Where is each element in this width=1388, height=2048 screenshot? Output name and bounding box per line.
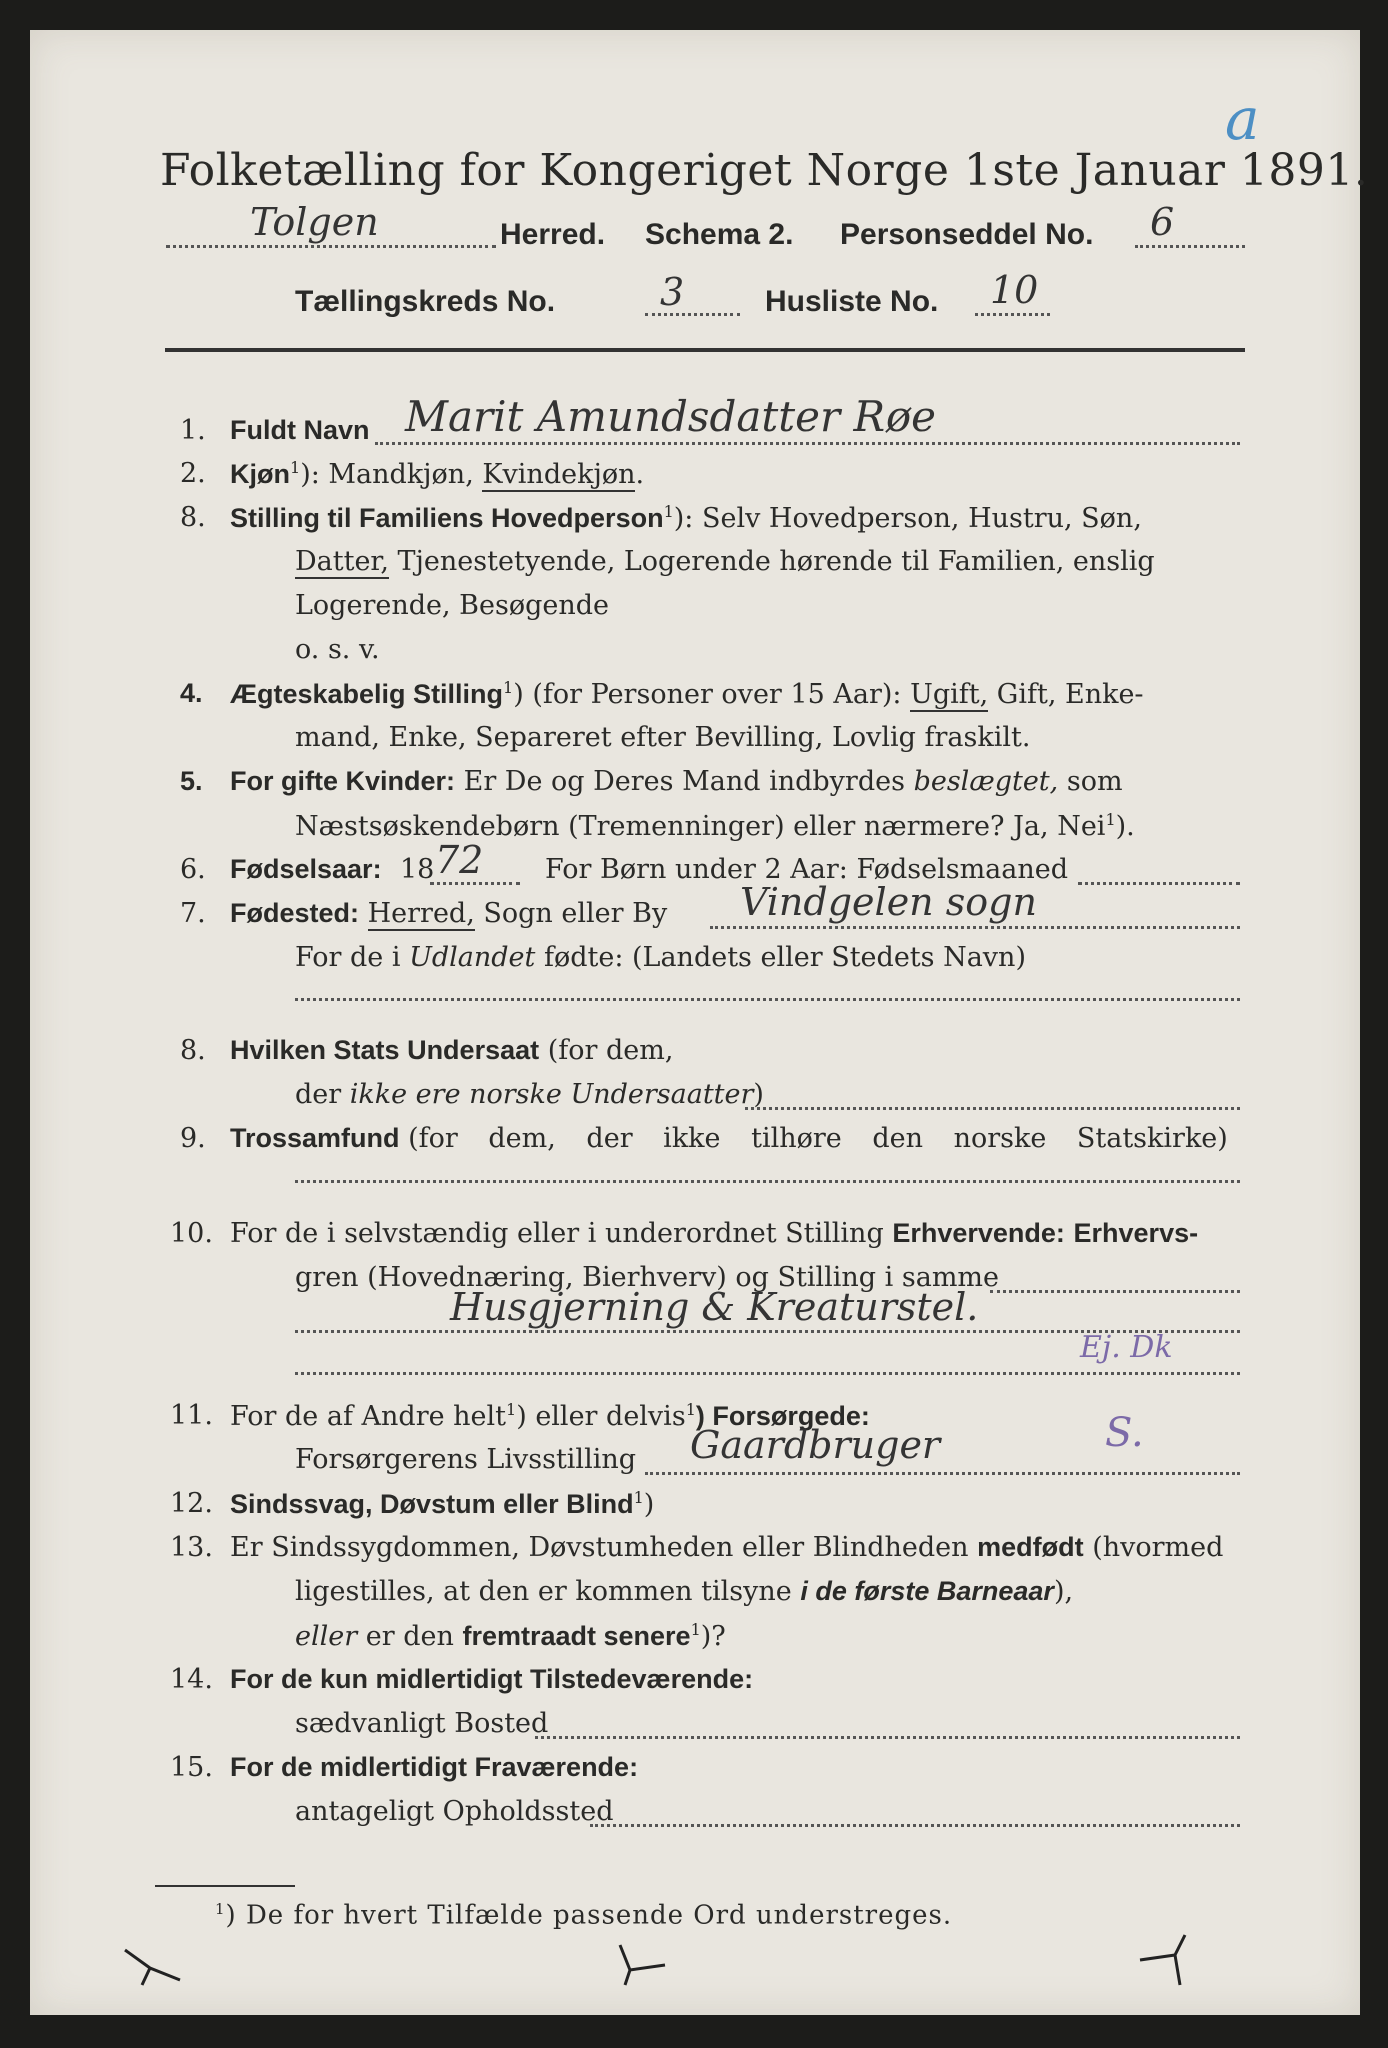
q7-line2-a: For de i bbox=[295, 942, 401, 973]
q10-dotted-line-2 bbox=[295, 1372, 1240, 1375]
personseddel-dotted-line bbox=[1135, 245, 1245, 248]
q12-line1: Sindssvag, Døvstum eller Blind$^1$) bbox=[230, 1488, 655, 1520]
q5-line1-rest: Er De og Deres Mand indbyrdes bbox=[463, 766, 905, 797]
q10-line1-c: Erhvervs- bbox=[1073, 1218, 1199, 1248]
q1-number: 1. bbox=[180, 415, 206, 446]
q3-number: 8. bbox=[180, 502, 206, 533]
q10-line1-b: Erhvervende: bbox=[892, 1218, 1065, 1248]
q11-number: 11. bbox=[170, 1400, 213, 1431]
q5-number: 5. bbox=[180, 766, 203, 796]
q13-number: 13. bbox=[170, 1532, 213, 1563]
q10-line2-dotted bbox=[990, 1290, 1240, 1293]
q4-line1: Ægteskabelig Stilling$^1$) (for Personer over 15 Aar): Ugift, Gift, Enke- bbox=[230, 678, 1144, 710]
husliste-dotted-line bbox=[975, 313, 1050, 316]
herred-dotted-line bbox=[166, 245, 496, 248]
taellingskreds-label: Tællingskreds No. bbox=[295, 285, 556, 318]
q11-line1-c: ) Forsørgede: bbox=[695, 1401, 870, 1431]
q13-line1-c: (hvormed bbox=[1092, 1532, 1224, 1563]
q3-line1-rest: ): Selv Hovedperson, Hustru, Søn, bbox=[673, 503, 1142, 534]
footnote-sup: 1 bbox=[215, 1900, 226, 1918]
q6-year-value: 72 bbox=[435, 838, 484, 882]
q7-line2-b: fødte: (Landets eller Stedets Navn) bbox=[543, 942, 1026, 973]
q13-line1-b: medfødt bbox=[977, 1532, 1084, 1562]
q2-rest: ): Mandkjøn, bbox=[300, 459, 474, 490]
q11-line1-b: ) eller delvis bbox=[516, 1401, 686, 1432]
q8-line2-b: ) bbox=[753, 1079, 764, 1110]
q9-rest: (for dem, der ikke tilhøre den norske Statskirke) bbox=[408, 1123, 1228, 1154]
q9-number: 9. bbox=[180, 1123, 206, 1154]
q13-line2-b: ), bbox=[1053, 1576, 1074, 1607]
husliste-value: 10 bbox=[990, 268, 1039, 312]
q2-label: Kjøn bbox=[230, 459, 290, 489]
herred-label: Herred. bbox=[500, 218, 606, 251]
q4-option-ugift: Ugift, bbox=[910, 679, 989, 710]
q3-line1: Stilling til Familiens Hovedperson$^1$): Selv Hovedperson, Hustru, Søn, bbox=[230, 502, 1142, 534]
schema-label: Schema 2. bbox=[645, 218, 794, 251]
q15-line2: antageligt Opholdssted bbox=[295, 1796, 614, 1827]
q3-line3: Logerende, Besøgende bbox=[295, 590, 609, 621]
q3-line2-rest: Tjenestetyende, Logerende hørende til Familien, enslig bbox=[397, 546, 1155, 577]
q8-line2-a: der bbox=[295, 1079, 342, 1110]
q9-label: Trossamfund bbox=[230, 1123, 400, 1153]
q10-line1-a: For de i selvstændig eller i underordnet Stilling bbox=[230, 1218, 884, 1249]
q3-line2 bbox=[295, 546, 1155, 577]
q14-line2: sædvanligt Bosted bbox=[295, 1708, 549, 1739]
q10-number: 10. bbox=[170, 1218, 213, 1249]
q13-line3-ital: eller bbox=[295, 1621, 358, 1652]
personseddel-label: Personseddel No. bbox=[840, 218, 1094, 251]
q3-option-datter: Datter, bbox=[295, 546, 389, 577]
footnote bbox=[215, 1900, 952, 1931]
q8-label: Hvilken Stats Undersaat bbox=[230, 1035, 540, 1065]
q3-line4: o. s. v. bbox=[295, 634, 380, 665]
q14-number: 14. bbox=[170, 1664, 213, 1695]
q5-line2-options: Ja, Nei bbox=[1013, 811, 1106, 842]
q13-line3: eller er den fremtraadt senere$^1$)? bbox=[295, 1620, 726, 1652]
q4-number: 4. bbox=[180, 678, 203, 708]
q8-dotted-line bbox=[745, 1107, 1240, 1110]
q9-line1 bbox=[230, 1123, 1228, 1154]
q1-label: Fuldt Navn bbox=[230, 415, 370, 445]
q1-name-value: Marit Amundsdatter Røe bbox=[405, 392, 936, 441]
q4-line2: mand, Enke, Separeret efter Bevilling, Lovlig fraskilt. bbox=[295, 722, 1031, 753]
q12-number: 12. bbox=[170, 1488, 213, 1519]
q12-label: Sindssvag, Døvstum eller Blind bbox=[230, 1489, 634, 1519]
q6-month-dotted-line bbox=[1078, 882, 1240, 885]
q15-label: For de midlertidigt Fraværende: bbox=[230, 1752, 639, 1782]
census-form bbox=[30, 30, 1369, 2015]
q2-end: . bbox=[635, 459, 645, 490]
q9-dotted-line bbox=[295, 1180, 1240, 1183]
header-divider bbox=[165, 348, 1245, 352]
q6-prefix: 18 bbox=[400, 854, 435, 885]
q13-line1 bbox=[230, 1532, 1223, 1563]
q10-margin-mark: Ej. Dk bbox=[1080, 1330, 1173, 1365]
q6-dotted-line bbox=[430, 882, 520, 885]
q5-line1-end: som bbox=[1066, 766, 1123, 797]
q14-label: For de kun midlertidigt Tilstedeværende: bbox=[230, 1664, 754, 1694]
q13-line3-b: fremtraadt senere bbox=[462, 1621, 691, 1651]
q4-label: Ægteskabelig Stilling bbox=[230, 679, 504, 709]
q12-end: ) bbox=[643, 1489, 655, 1520]
q4-line1-rest: ) (for Personer over 15 Aar): bbox=[513, 679, 902, 710]
q11-line1: For de af Andre helt$^1$) eller delvis$^1$) Forsørgede: bbox=[230, 1400, 870, 1432]
q10-line2: gren (Hovednæring, Bierhverv) og Stilling i samme bbox=[295, 1262, 1000, 1293]
husliste-label: Husliste No. bbox=[765, 285, 939, 318]
q3-label: Stilling til Familiens Hovedperson bbox=[230, 503, 664, 533]
q8-line2 bbox=[295, 1079, 764, 1110]
q7-line1 bbox=[230, 898, 667, 929]
q13-line3-c: )? bbox=[700, 1621, 726, 1652]
q7-line2-ital: Udlandet bbox=[409, 942, 536, 973]
q7-foreign-dotted-line bbox=[295, 998, 1240, 1001]
q13-line2 bbox=[295, 1576, 1073, 1607]
q5-line2-text: Næstsøskendebørn (Tremenninger) eller nærmere? bbox=[295, 811, 1005, 842]
q7-dotted-line bbox=[710, 926, 1240, 929]
q11-dotted-line bbox=[645, 1472, 1240, 1475]
q6-label: Fødselsaar: bbox=[230, 854, 382, 884]
q8-line2-ital: ikke ere norske Undersaatter bbox=[349, 1079, 754, 1110]
pin-mark-center bbox=[610, 1940, 680, 1990]
q13-line2-ital: i de første Barneaar bbox=[800, 1576, 1054, 1606]
q6-rest: For Børn under 2 Aar: Fødselsmaaned bbox=[545, 854, 1069, 885]
taellingskreds-value: 3 bbox=[660, 270, 685, 314]
q5-line2: Næstsøskendebørn (Tremenninger) eller nærmere? Ja, Nei$^1$). bbox=[295, 810, 1135, 842]
q11-line1-a: For de af Andre helt bbox=[230, 1401, 507, 1432]
form-title: Folketælling for Kongeriget Norge 1ste Januar 1891. bbox=[160, 145, 1369, 196]
q7-line2 bbox=[295, 942, 1026, 973]
q7-label: Fødested: bbox=[230, 898, 360, 928]
footnote-text: ) De for hvert Tilfælde passende Ord understreges. bbox=[225, 1900, 953, 1931]
q8-line1 bbox=[230, 1035, 673, 1066]
q2-line bbox=[230, 458, 644, 490]
pin-mark-left bbox=[120, 1940, 190, 1990]
q1-dotted-line bbox=[375, 442, 1240, 445]
q7-option-herred: Herred, bbox=[367, 898, 475, 929]
personseddel-value: 6 bbox=[1150, 200, 1175, 244]
footnote-rule bbox=[155, 1885, 295, 1887]
q13-line1-a: Er Sindssygdommen, Døvstumheden eller Blindheden bbox=[230, 1532, 969, 1563]
q2-number: 2. bbox=[180, 458, 206, 489]
q7-rest: Sogn eller By bbox=[483, 898, 668, 929]
q2-option-kvindekjon: Kvindekjøn bbox=[482, 459, 636, 490]
herred-value: Tolgen bbox=[250, 200, 379, 244]
corner-mark: a bbox=[1225, 85, 1260, 153]
q13-line3-a: er den bbox=[365, 1621, 454, 1652]
q11-provider-value: Gaardbruger bbox=[690, 1423, 941, 1467]
q5-line1-ital: beslægtet, bbox=[913, 766, 1059, 797]
q7-birthplace-value: Vindgelen sogn bbox=[740, 880, 1037, 924]
q11-margin-mark: S. bbox=[1105, 1410, 1144, 1456]
q13-line2-a: ligestilles, at den er kommen tilsyne bbox=[295, 1576, 792, 1607]
q10-line1 bbox=[230, 1218, 1198, 1249]
q5-label: For gifte Kvinder: bbox=[230, 766, 456, 796]
q8-rest: (for dem, bbox=[547, 1035, 674, 1066]
q7-number: 7. bbox=[180, 898, 206, 929]
q15-number: 15. bbox=[170, 1752, 213, 1783]
q14-dotted-line bbox=[535, 1736, 1240, 1739]
q5-line1 bbox=[230, 766, 1123, 797]
taellingskreds-dotted-line bbox=[645, 313, 740, 316]
q10-occupation-value: Husgjerning & Kreaturstel. bbox=[450, 1285, 979, 1329]
q11-line2: Forsørgerens Livsstilling bbox=[295, 1444, 637, 1475]
q15-dotted-line bbox=[590, 1824, 1240, 1827]
q6-number: 6. bbox=[180, 854, 206, 885]
q4-option-rest: Gift, Enke- bbox=[996, 679, 1144, 710]
pin-mark-right bbox=[1130, 1930, 1200, 1990]
q8-number: 8. bbox=[180, 1035, 206, 1066]
q2-sup: 1 bbox=[290, 458, 301, 477]
